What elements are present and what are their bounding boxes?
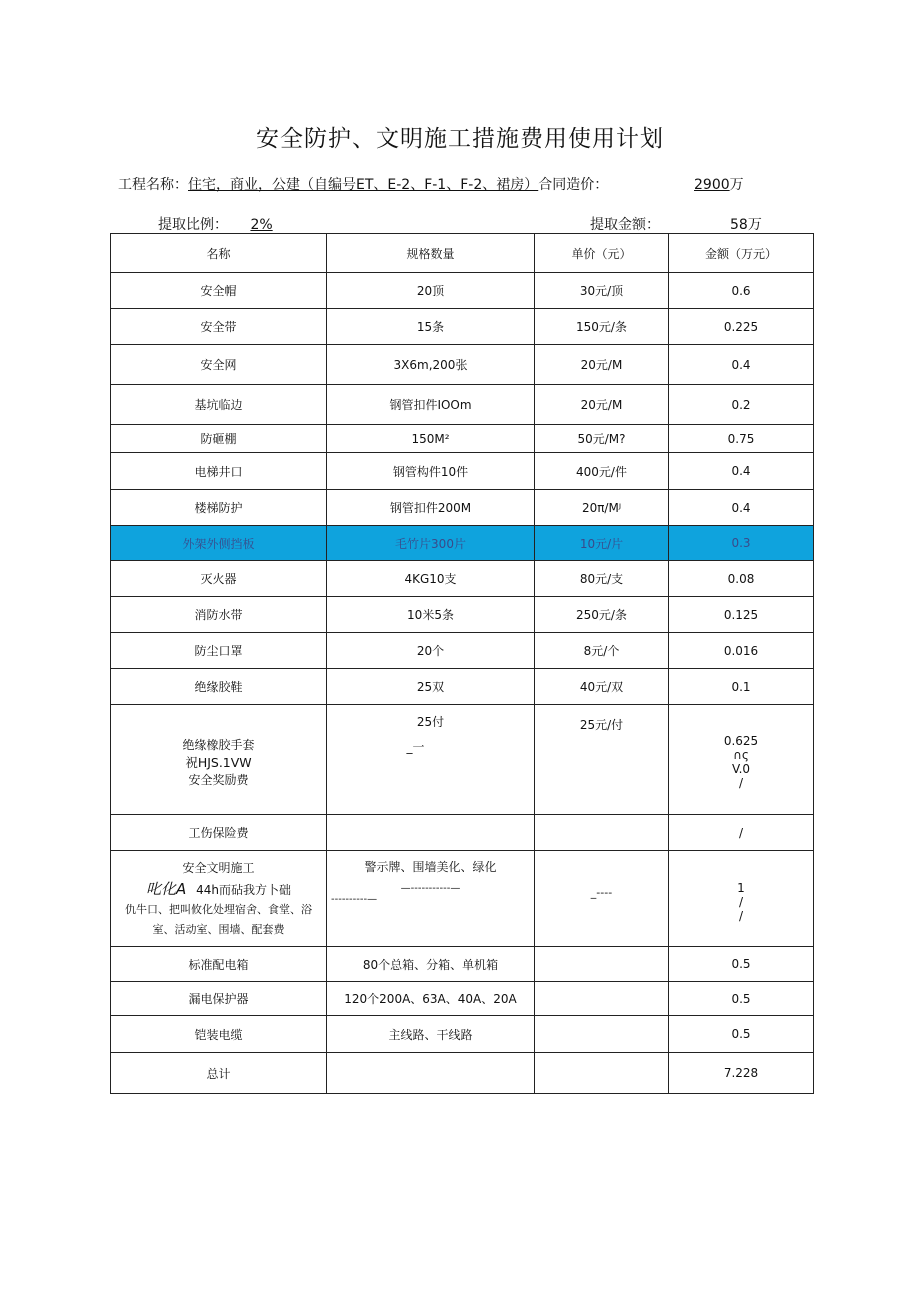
amount-label: 提取金额： — [590, 217, 660, 233]
item-name: 基坑临边 — [111, 385, 327, 425]
table-row — [111, 309, 814, 345]
contract-label: 合同造价： — [538, 177, 609, 193]
contract-price — [694, 174, 744, 194]
amount-value: 58 — [730, 217, 748, 233]
item-unit-price: 20π/Mᴶ — [535, 490, 669, 526]
item-name: 漏电保护器 — [111, 982, 327, 1016]
table-row — [111, 490, 814, 526]
total-label: 总计 — [111, 1053, 327, 1094]
expense-table — [110, 233, 814, 1094]
item-amount: / — [738, 908, 744, 923]
item-spec: 120个200A、63A、40A、20A — [327, 982, 535, 1016]
item-name: 绝缘橡胶手套 — [182, 737, 255, 752]
item-spec: 钢管扣件200M — [327, 490, 535, 526]
item-name-garbled: 44h而砧我方卜础 — [196, 883, 291, 897]
item-name: 安全带 — [111, 309, 327, 345]
item-unit-price: 30元/顶 — [535, 273, 669, 309]
item-spec[interactable]: 毛竹片300片 — [327, 526, 535, 561]
item-spec-empty — [327, 815, 535, 851]
item-amount: 1 — [737, 880, 745, 895]
total-row — [111, 1053, 814, 1094]
item-amount: 0.225 — [669, 309, 814, 345]
table-row — [111, 947, 814, 982]
item-amount: / — [738, 775, 744, 790]
total-unit-empty — [535, 1053, 669, 1094]
item-amount-garbled: V.0 — [731, 761, 751, 776]
table-header-row — [111, 234, 814, 273]
item-spec-mark: ----------— — [331, 894, 378, 905]
item-unit-price: 8元/个 — [535, 633, 669, 669]
header-cell: 金额（万元） — [669, 234, 814, 273]
item-unit-price-empty — [535, 815, 669, 851]
item-unit-mark: _---- — [590, 886, 613, 899]
amount-unit: 万 — [747, 217, 762, 233]
item-spec: 150M² — [327, 425, 535, 453]
item-spec: 20顶 — [327, 273, 535, 309]
item-spec: 主线路、干线路 — [327, 1016, 535, 1053]
item-spec: 80个总箱、分箱、单机箱 — [327, 947, 535, 982]
table-row — [111, 1016, 814, 1053]
item-amount: 0.2 — [669, 385, 814, 425]
item-unit-price[interactable]: 10元/片 — [535, 526, 669, 561]
item-unit-price: 25元/付 — [579, 718, 624, 732]
item-name: 灭火器 — [111, 561, 327, 597]
item-spec: 10米5条 — [327, 597, 535, 633]
item-name: 绝缘胶鞋 — [111, 669, 327, 705]
item-name: 工伤保险费 — [111, 815, 327, 851]
civil-name-stack — [111, 855, 326, 942]
item-name: 楼梯防护 — [111, 490, 327, 526]
ratio-label: 提取比例： — [158, 217, 228, 233]
item-spec: 25付 — [416, 715, 445, 729]
table-row — [111, 669, 814, 705]
item-name-garbled: 叱化A — [146, 880, 187, 898]
table-row — [111, 345, 814, 385]
item-amount: 0.625 — [723, 733, 759, 748]
table-row — [111, 385, 814, 425]
item-amount: 0.5 — [669, 947, 814, 982]
item-amount: 0.125 — [669, 597, 814, 633]
project-info — [118, 174, 608, 194]
item-name-desc: 仇牛口、把叫攸化处埋宿舍、食堂、浴 — [125, 903, 312, 916]
amount-info — [730, 214, 762, 234]
item-amount: 0.5 — [669, 982, 814, 1016]
table-row-highlighted[interactable] — [111, 526, 814, 561]
item-spec: 15条 — [327, 309, 535, 345]
header-cell: 规格数量 — [327, 234, 535, 273]
project-label: 工程名称： — [118, 177, 188, 193]
item-spec-mark: —-----------— — [400, 883, 461, 894]
item-spec: 25双 — [327, 669, 535, 705]
table-row-gloves-block — [111, 705, 814, 815]
item-name: 安全奖励费 — [188, 772, 249, 787]
item-unit-price: 40元/双 — [535, 669, 669, 705]
item-unit-price — [535, 982, 669, 1016]
table-row — [111, 453, 814, 490]
item-name: 安全文明施工 — [182, 861, 255, 875]
item-amount: / — [738, 894, 744, 909]
item-name: 安全帽 — [111, 273, 327, 309]
item-amount[interactable]: 0.3 — [669, 526, 814, 561]
header-cell: 单价（元） — [535, 234, 669, 273]
item-spec-mark: _一 — [406, 740, 425, 754]
item-amount: / — [669, 815, 814, 851]
item-unit-price: 250元/条 — [535, 597, 669, 633]
item-amount: 0.75 — [669, 425, 814, 453]
item-amount-garbled: ∩ς — [733, 747, 749, 762]
table-row — [111, 597, 814, 633]
item-unit-price: 20元/M — [535, 385, 669, 425]
item-spec: 3X6m,200张 — [327, 345, 535, 385]
gloves-name-stack — [111, 726, 326, 794]
item-amount: 0.4 — [669, 490, 814, 526]
item-amount: 0.6 — [669, 273, 814, 309]
item-spec: 钢管构件10件 — [327, 453, 535, 490]
item-amount: 0.5 — [669, 1016, 814, 1053]
item-name: 铠装电缆 — [111, 1016, 327, 1053]
table-row — [111, 561, 814, 597]
contract-value: 2900 — [694, 177, 730, 193]
item-unit-price: 80元/支 — [535, 561, 669, 597]
item-name: 电梯井口 — [111, 453, 327, 490]
item-unit-price: 400元/件 — [535, 453, 669, 490]
page-title: 安全防护、文明施工措施费用使用计划 — [256, 126, 664, 152]
item-spec: 4KG10支 — [327, 561, 535, 597]
item-unit-price: 150元/条 — [535, 309, 669, 345]
project-name: 住宅，商业，公建（自编号ET、E-2、F-1、F-2、裙房） — [188, 177, 539, 193]
item-name-garbled: 祝HJS.1VW — [185, 754, 252, 770]
total-value: 7.228 — [669, 1053, 814, 1094]
item-unit-price — [535, 947, 669, 982]
item-name: 标准配电箱 — [111, 947, 327, 982]
table-row — [111, 982, 814, 1016]
table-row — [111, 633, 814, 669]
gloves-amount-stack — [669, 724, 813, 796]
item-name: 防砸棚 — [111, 425, 327, 453]
ratio-info — [158, 214, 273, 234]
item-name: 安全网 — [111, 345, 327, 385]
table-row — [111, 425, 814, 453]
item-unit-price — [535, 1016, 669, 1053]
civil-amount-stack — [669, 871, 813, 927]
header-cell: 名称 — [111, 234, 327, 273]
table-row-civil-block — [111, 851, 814, 947]
total-spec-empty — [327, 1053, 535, 1094]
table-row — [111, 815, 814, 851]
item-name-desc: 室、活动室、围墙、配套费 — [152, 923, 285, 936]
item-spec: 20个 — [327, 633, 535, 669]
item-amount: 0.08 — [669, 561, 814, 597]
item-unit-price: 20元/M — [535, 345, 669, 385]
item-amount: 0.016 — [669, 633, 814, 669]
item-name: 防尘口罩 — [111, 633, 327, 669]
item-name: 消防水带 — [111, 597, 327, 633]
item-amount: 0.1 — [669, 669, 814, 705]
item-amount: 0.4 — [669, 345, 814, 385]
contract-unit: 万 — [729, 177, 744, 193]
table-row — [111, 273, 814, 309]
ratio-value: 2% — [250, 217, 273, 233]
item-name[interactable]: 外架外侧挡板 — [111, 526, 327, 561]
item-spec: 钢管扣件IOOm — [327, 385, 535, 425]
item-spec: 警示牌、围墙美化、绿化 — [364, 860, 497, 874]
item-amount: 0.4 — [669, 453, 814, 490]
item-unit-price: 50元/M? — [535, 425, 669, 453]
